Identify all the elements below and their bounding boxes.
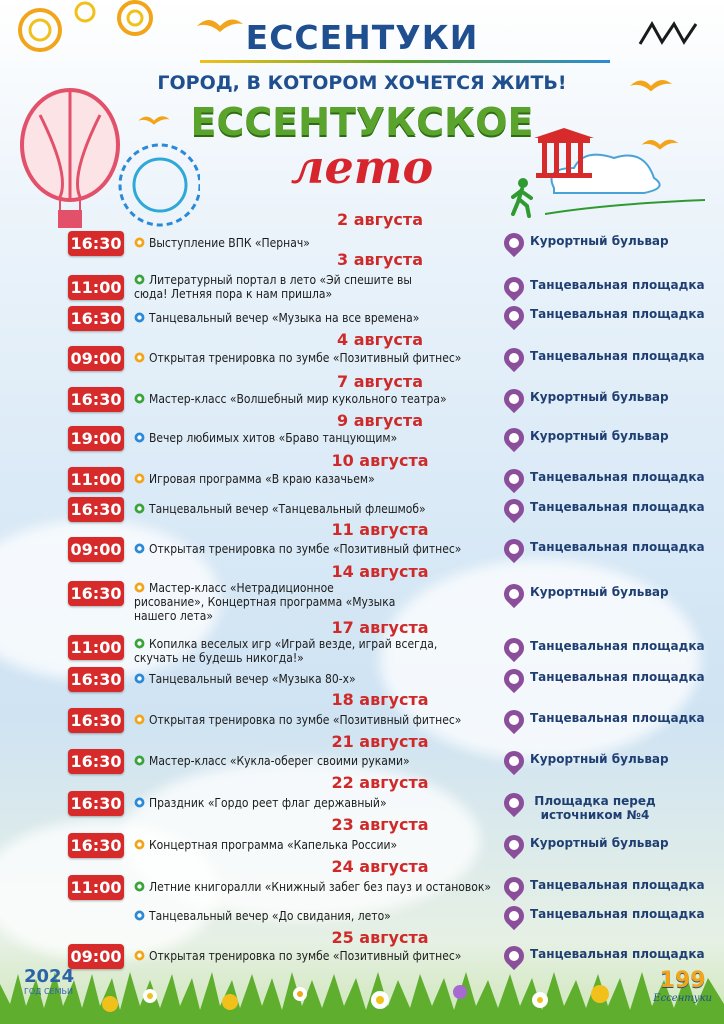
venue-text: Танцевальная площадка (530, 349, 705, 363)
flower-icon (134, 582, 145, 593)
location-pin-icon (500, 465, 528, 493)
flower-icon (134, 910, 145, 921)
time-badge: 16:30 (68, 708, 124, 733)
date-heading: 22 августа (331, 773, 429, 792)
flower-icon (134, 755, 145, 766)
event-title (134, 236, 494, 250)
date-heading: 21 августа (331, 732, 429, 751)
location-pin-icon (500, 873, 528, 901)
anniversary-caption: Ессентуки (653, 993, 712, 1004)
flower-icon (134, 393, 145, 404)
location-pin-icon (500, 535, 528, 563)
event-title-text: Танцевальный вечер «Танцевальный флешмоб» (149, 502, 426, 516)
event-row (0, 635, 724, 669)
date-heading: 23 августа (331, 815, 429, 834)
location-pin-icon (500, 344, 528, 372)
location-pin-icon (500, 831, 528, 859)
time-badge: 11:00 (68, 875, 124, 900)
anniversary-logo (653, 968, 712, 1004)
event-title-text: Открытая тренировка по зумбе «Позитивный фитнес» (149, 542, 462, 556)
event-title (134, 392, 494, 406)
date-heading: 17 августа (331, 618, 429, 637)
slogan: ГОРОД, В КОТОРОМ ХОЧЕТСЯ ЖИТЬ! (157, 72, 567, 94)
event-title (134, 796, 494, 810)
venue-text: Танцевальная площадка (530, 500, 705, 514)
location-pin-icon (500, 229, 528, 257)
time-badge: 16:30 (68, 581, 124, 606)
event-title-text: Открытая тренировка по зумбе «Позитивный фитнес» (149, 351, 462, 365)
event-title-text: Мастер-класс «Кукла-оберег своими руками» (149, 754, 410, 768)
flower-icon (134, 673, 145, 684)
date-heading: 4 августа (337, 330, 423, 349)
event-row (0, 579, 724, 623)
venue-text: Курортный бульвар (530, 390, 669, 404)
location-pin-icon (500, 665, 528, 693)
venue-text: Площадка перед источником №4 (534, 794, 656, 822)
time-badge: 16:30 (68, 497, 124, 522)
event-row (0, 231, 724, 257)
event-title-text: Танцевальный вечер «До свидания, лето» (149, 909, 391, 923)
event-title (134, 502, 494, 516)
event-title-text: Танцевальный вечер «Музыка на все времена» (149, 311, 420, 325)
flower-icon (134, 274, 145, 285)
event-row (0, 875, 724, 901)
location-pin-icon (500, 424, 528, 452)
date-heading: 24 августа (331, 857, 429, 876)
time-badge: 09:00 (68, 346, 124, 371)
event-title (134, 754, 494, 768)
time-badge: 16:30 (68, 749, 124, 774)
venue-text: Танцевальная площадка (530, 470, 705, 484)
grass-decoration (0, 944, 724, 1024)
event-title (134, 472, 494, 486)
venue-text: Танцевальная площадка (530, 670, 705, 684)
event-title (134, 581, 404, 623)
event-title (134, 838, 494, 852)
date-heading: 25 августа (331, 928, 429, 947)
event-row (0, 467, 724, 493)
date-heading: 9 августа (337, 411, 423, 430)
location-pin-icon (500, 789, 528, 817)
flower-icon (134, 473, 145, 484)
flower-icon (134, 839, 145, 850)
date-heading: 10 августа (331, 451, 429, 470)
event-title-text: Концертная программа «Капелька России» (149, 838, 398, 852)
flower-icon (134, 432, 145, 443)
flower-icon (134, 543, 145, 554)
date-heading: 11 августа (331, 520, 429, 539)
event-title-text: Летние книгоралли «Книжный забег без пауз и остановок» (149, 880, 491, 894)
city-title: ЕССЕНТУКИ (245, 18, 479, 57)
date-heading: 7 августа (337, 372, 423, 391)
flower-icon (134, 881, 145, 892)
anniversary-number: 199 (659, 968, 706, 993)
time-badge: 11:00 (68, 275, 124, 300)
event-row (0, 497, 724, 523)
time-badge: 11:00 (68, 635, 124, 660)
venue-text: Танцевальная площадка (530, 907, 705, 921)
location-pin-icon (500, 273, 528, 301)
event-row (0, 749, 724, 775)
venue-text: Танцевальная площадка (530, 278, 705, 292)
location-pin-icon (500, 747, 528, 775)
event-row (0, 537, 724, 563)
flower-icon (134, 797, 145, 808)
event-row (0, 708, 724, 734)
venue-text: Курортный бульвар (530, 752, 669, 766)
event-title-text: Копилка веселых игр «Играй везде, играй всегда, скучать не будешь никогда!» (134, 637, 438, 665)
date-heading: 3 августа (337, 250, 423, 269)
time-badge: 19:00 (68, 426, 124, 451)
event-title (134, 909, 494, 923)
event-row (0, 306, 724, 332)
event-title (134, 311, 494, 325)
location-pin-icon (500, 385, 528, 413)
event-title (134, 713, 494, 727)
flower-icon (134, 503, 145, 514)
event-title-text: Вечер любимых хитов «Браво танцующим» (149, 431, 398, 445)
event-row (0, 667, 724, 693)
location-pin-icon (500, 302, 528, 330)
time-badge: 16:30 (68, 387, 124, 412)
venue-text: Танцевальная площадка (530, 540, 705, 554)
venue-text: Танцевальная площадка (530, 639, 705, 653)
time-badge: 09:00 (68, 537, 124, 562)
event-title (134, 637, 479, 665)
venue-text: Курортный бульвар (530, 429, 669, 443)
date-heading: 14 августа (331, 562, 429, 581)
time-badge: 16:30 (68, 791, 124, 816)
flower-icon (134, 237, 145, 248)
event-title-text: Мастер-класс «Нетрадиционное рисование», Концертная программа «Музыка нашего лета» (134, 581, 396, 623)
time-badge: 11:00 (68, 467, 124, 492)
venue-text: Курортный бульвар (530, 836, 669, 850)
event-title-text: Выступление ВПК «Пернач» (149, 236, 310, 250)
flower-icon (134, 312, 145, 323)
location-pin-icon (500, 634, 528, 662)
festival-subtitle: лето (290, 140, 434, 194)
date-heading: 18 августа (331, 690, 429, 709)
event-title-text: Танцевальный вечер «Музыка 80-х» (149, 672, 356, 686)
venue-text: Курортный бульвар (530, 585, 669, 599)
event-title-text: Праздник «Гордо реет флаг державный» (149, 796, 387, 810)
venue-text: Танцевальная площадка (530, 307, 705, 321)
event-row (0, 387, 724, 413)
flower-icon (134, 352, 145, 363)
time-badge: 16:30 (68, 667, 124, 692)
path-line (545, 196, 705, 216)
flower-icon (134, 638, 145, 649)
venue-text: Танцевальная площадка (530, 878, 705, 892)
event-row (0, 346, 724, 372)
year-logo-number: 2024 (24, 966, 75, 987)
venue-text: Танцевальная площадка (530, 947, 705, 961)
time-badge: 16:30 (68, 231, 124, 256)
event-title-text: Литературный портал в лето «Эй спешите вы сюда! Летняя пора к нам пришла» (134, 273, 412, 301)
location-pin-icon (500, 706, 528, 734)
venue-text: Курортный бульвар (530, 234, 669, 248)
event-title-text: Открытая тренировка по зумбе «Позитивный фитнес» (149, 713, 462, 727)
flower-icon (134, 714, 145, 725)
date-heading: 2 августа (337, 210, 423, 229)
event-title-text: Игровая программа «В краю казачьем» (149, 472, 375, 486)
time-badge: 16:30 (68, 306, 124, 331)
event-row (0, 833, 724, 859)
time-badge: 09:00 (68, 944, 124, 969)
time-badge: 16:30 (68, 833, 124, 858)
location-pin-icon (500, 902, 528, 930)
venue-text: Танцевальная площадка (530, 711, 705, 725)
divider (200, 60, 610, 63)
event-row (0, 791, 724, 821)
festival-title: ЕССЕНТУКСКОЕ (190, 100, 534, 144)
location-pin-icon (500, 580, 528, 608)
event-row (0, 272, 724, 306)
event-title (134, 542, 494, 556)
event-row (0, 904, 724, 930)
event-title (134, 431, 494, 445)
event-title-text: Открытая тренировка по зумбе «Позитивный фитнес» (149, 949, 462, 963)
event-title (134, 351, 494, 365)
event-row (0, 426, 724, 452)
event-title (134, 880, 494, 894)
event-title (134, 672, 494, 686)
location-pin-icon (500, 495, 528, 523)
event-title (134, 273, 444, 301)
event-title-text: Мастер-класс «Волшебный мир кукольного театра» (149, 392, 447, 406)
year-logo-caption: ГОД СЕМЬИ (24, 987, 73, 996)
year-of-family-logo (24, 966, 74, 996)
